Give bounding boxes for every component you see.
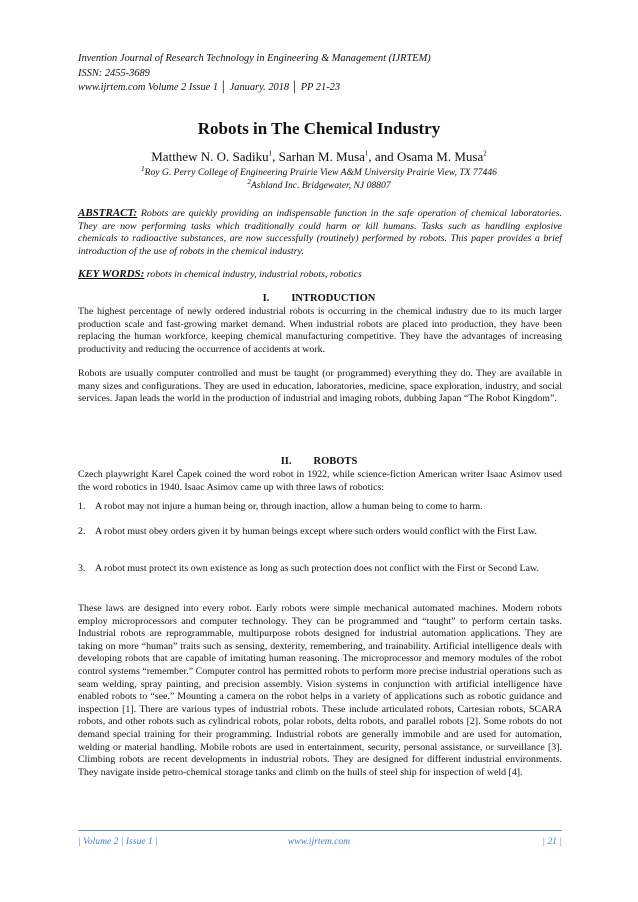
list-item	[78, 563, 562, 576]
keywords-text: robots in chemical industry, industrial robots, robotics	[146, 269, 362, 280]
list-item-number: 2.	[78, 526, 86, 537]
paragraph: Robots are usually computer controlled and must be taught (or programmed) everything they do. They are available in many sizes and configurations. They are used in education, laboratories, medicine, space exploration, industry, and social services. Japan leads the world in the production of industrial and imaging robots, dubbing Japan “The Robot Kingdom”.	[78, 368, 562, 405]
author-3-affil-mark: 2	[483, 149, 487, 158]
keywords	[78, 268, 562, 282]
journal-name: Invention Journal of Research Technology in Engineering & Management (IJRTEM)	[78, 53, 431, 64]
affiliation-1-mark: 1	[141, 164, 145, 173]
keywords-label: KEY WORDS:	[78, 268, 145, 280]
journal-issue-info: www.ijrtem.com Volume 2 Issue 1 │ January. 2018 │ PP 21-23	[78, 82, 341, 93]
author-separator: ,	[272, 149, 279, 164]
paragraph: Czech playwright Karel Čapek coined the word robot in 1922, while science-fiction American writer Isaac Asimov used the word robotics in 1940. Isaac Asimov came up with three laws of robotics:	[78, 469, 562, 493]
section-number: I.	[262, 293, 270, 304]
abstract-text: Robots are quickly providing an indispensable function in the safe operation of chemical laboratories. They are now performing tasks which traditionally could harm or kill humans. Tasks such as handling explosive chemicals to radioactive substances, are now successfully (routinely) performed by robots. This paper provides a brief introduction of the use of robots in the chemical industry.	[78, 208, 562, 257]
list-item-text: A robot must protect its own existence as long as such protection does not conflict with the First or Second Law.	[95, 563, 539, 574]
abstract-label: ABSTRACT:	[78, 207, 138, 219]
footer-divider	[78, 830, 562, 831]
affiliation-1	[0, 164, 638, 178]
section-number: II.	[280, 456, 292, 467]
author-line	[0, 149, 638, 165]
footer-volume-issue: | Volume 2 | Issue 1 |	[78, 836, 158, 847]
journal-header	[78, 52, 568, 96]
paragraph: These laws are designed into every robot. Early robots were simple mechanical automated machines. Modern robots employ microprocessors and computer technology. They can be programmed and “taught” to perform certain tasks. Industrial robots are reprogrammable, multipurpose robots designed for industrial automation applications. They are taking on more “human” traits such as sensing, dexterity, remembering, and trainability. Artificial intelligence deals with developing robots that are capable of imitating human reasoning. The microprocessor and memory modules of the robot control systems “remember.” Computer control has permitted robots to perform more precise industrial operations such as seam welding, spray painting, and precision assembly. Vision systems in conjunction with artificial intelligence have enabled robots to “see.” Mounting a camera on the robot helps in a variety of applications such as robotic guidance and inspection [1]. There are various types of industrial robots. These include articulated robots, Cartesian robots, SCARA robots, and other robots such as cylindrical robots, polar robots, delta robots, and parallel robots [2]. Some robots do not demand special training for their programming. Industrial robots are generally immobile and are used for automation, welding or material handling. Mobile robots are used in entertainment, security, personal assistance, or surveillance [3]. Climbing robots are recent developments in industrial robots. They are designed for different industrial environments. They navigate inside petro-chemical storage tanks and climb on the hulls of steel ship for inspection of weld [4].	[78, 603, 562, 778]
list-item	[78, 501, 562, 514]
footer-page-number: | 21 |	[542, 836, 562, 847]
abstract	[78, 207, 562, 258]
list-item	[78, 526, 562, 539]
affiliation-1-text: Roy G. Perry College of Engineering Prairie View A&M University Prairie View, TX 77446	[144, 167, 497, 178]
author-2: Sarhan M. Musa	[278, 149, 365, 164]
affiliation-2	[0, 177, 638, 191]
journal-issn: ISSN: 2455-3689	[78, 67, 150, 79]
author-1-affil-mark: 1	[268, 149, 273, 158]
section-title: INTRODUCTION	[291, 293, 376, 304]
affiliation-2-mark: 2	[247, 177, 251, 186]
affiliation-2-text: Ashland Inc. Bridgewater, NJ 08807	[250, 180, 391, 191]
footer-website[interactable]: www.ijrtem.com	[287, 836, 351, 847]
list-item-text: A robot may not injure a human being or, through inaction, allow a human being to come to harm.	[95, 501, 483, 512]
paragraph: The highest percentage of newly ordered industrial robots is occurring in the chemical industry due to its much larger production scale and fast-growing market demand. When industrial robots are placed into production, they have been replacing the human workforce, keeping chemical manufacturing competitive. They have the advantages of increasing productivity and reducing the occurrence of accidents at work.	[78, 306, 562, 355]
author-separator: , and	[368, 149, 397, 164]
list-item-number: 1.	[78, 501, 86, 512]
section-heading-introduction	[0, 293, 638, 304]
paper-title: Robots in The Chemical Industry	[197, 119, 441, 138]
author-1: Matthew N. O. Sadiku	[151, 149, 269, 164]
section-heading-robots	[0, 456, 638, 467]
list-item-number: 3.	[78, 563, 86, 574]
list-item-text: A robot must obey orders given it by human beings except where such orders would conflict with the First Law.	[95, 526, 537, 537]
author-3: Osama M. Musa	[396, 149, 484, 164]
author-2-affil-mark: 1	[364, 149, 369, 158]
section-title: ROBOTS	[313, 456, 358, 467]
